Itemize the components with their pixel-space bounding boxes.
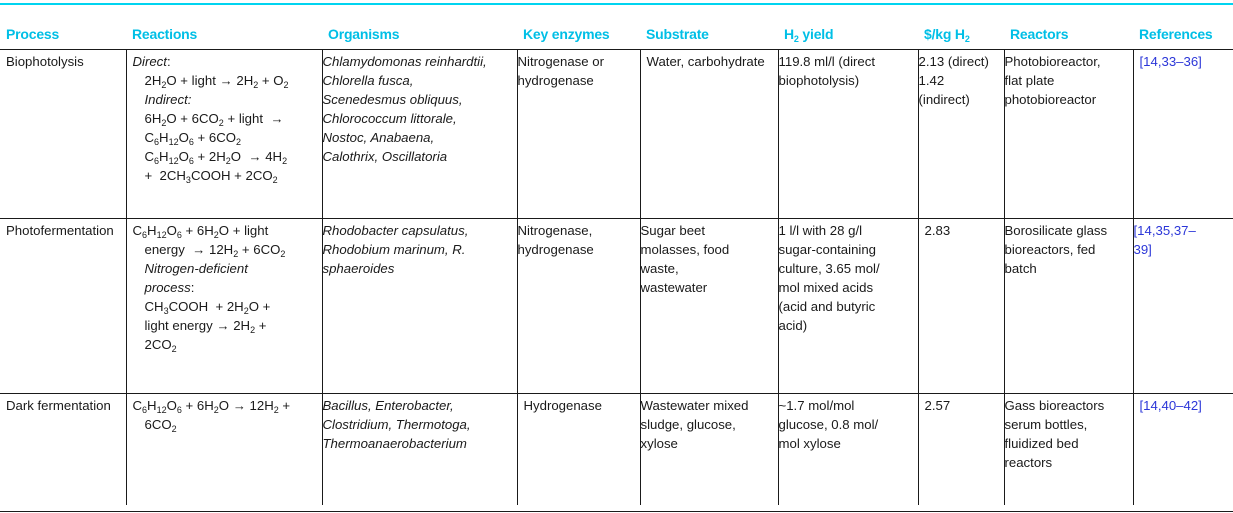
cell-references: [1133, 219, 1233, 394]
equation: light energy → $2H_2$ +: [144, 318, 267, 335]
cell-organisms: Bacillus, Enterobacter, Clostridium, Thermotoga, Thermoanaerobacterium: [322, 394, 517, 506]
cell-h2-yield: 119.8 ml/l (direct biophotolysis): [778, 50, 918, 219]
equation: $6CO_2$: [144, 417, 177, 434]
equation: $6H_2O + 6CO_2$ + light →: [144, 111, 284, 128]
header-reactors: Reactors: [1010, 26, 1069, 42]
cell-substrate: Sugar beet molasses, food waste, wastewater: [640, 219, 778, 394]
equation: $CH_3COOH + 2H_2O$ +: [144, 299, 271, 316]
cell-h2-yield: ~1.7 mol/mol glucose, 0.8 mol/ mol xylose: [778, 394, 918, 506]
reference-link[interactable]: [14,40–42]: [1139, 398, 1202, 413]
equation: energy → $12H_2 + 6CO_2$: [144, 242, 286, 259]
cell-reactors: Photobioreactor, flat plate photobioreactor: [1004, 50, 1133, 219]
cell-organisms: Rhodobacter capsulatus, Rhodobium marinum, R. sphaeroides: [322, 219, 517, 394]
cell-process: Biophotolysis: [0, 50, 126, 219]
cell-references: [1133, 50, 1233, 219]
reaction-label-direct: Direct: [132, 54, 167, 69]
equation: $2H_2O$ + light → $2H_2 + O_2$: [144, 73, 289, 90]
cell-reactions: Direct: $2H_2O$ + light → $2H_2 + O_2$ Indirect: $6H_2O + 6CO_2$ + light → $C_6H_{12}O_6 + 6CO_2$ $C_6H_{12}O_6 + 2H_2O \to 4H_2$ + $2CH_3COOH + 2CO_2$: [126, 50, 322, 219]
header-h2-yield: $H_2$ yield: [784, 26, 834, 44]
header-key-enzymes: Key enzymes: [523, 26, 610, 42]
equation: $2CO_2$: [144, 337, 177, 354]
cell-reactors: Borosilicate glass bioreactors, fed batch: [1004, 219, 1133, 394]
cell-reactions: [126, 219, 322, 394]
cell-cost: 2.83: [918, 219, 1004, 394]
equation: $C_6H_{12}O_6 + 6H_2O \to 12H_2$ +: [132, 398, 291, 415]
reference-link[interactable]: [14,33–36]: [1139, 54, 1202, 69]
header-reactions: Reactions: [132, 26, 198, 42]
bottom-rule: [0, 511, 1233, 512]
cell-cost: 2.57: [918, 394, 1004, 506]
header-substrate: Substrate: [646, 26, 709, 42]
cell-substrate: Water, carbohydrate: [640, 50, 778, 219]
cell-key-enzymes: Nitrogenase, hydrogenase: [517, 219, 640, 394]
table-row: [0, 394, 1233, 506]
reaction-label-nitrogen-deficient: Nitrogen-deficient: [144, 261, 248, 276]
cell-cost: 2.13 (direct) 1.42 (indirect): [918, 50, 1004, 219]
equation: $C_6H_{12}O_6 + 6H_2O$ + light: [132, 223, 269, 240]
header-organisms: Organisms: [328, 26, 400, 42]
cell-process: Photofermentation: [0, 219, 126, 394]
header-process: Process: [6, 26, 60, 42]
header-cost: $/kg $H_2$: [924, 26, 970, 44]
cell-key-enzymes: Hydrogenase: [517, 394, 640, 506]
cell-key-enzymes: Nitrogenase or hydrogenase: [517, 50, 640, 219]
cell-reactions: [126, 394, 322, 506]
table-row: [0, 219, 1233, 394]
cell-reactors: Gass bioreactors serum bottles, fluidized bed reactors: [1004, 394, 1133, 506]
header-row: [0, 21, 1233, 50]
reference-link[interactable]: 39]: [1133, 242, 1152, 257]
reaction-label-indirect: Indirect:: [144, 92, 192, 107]
table-row: [0, 50, 1233, 219]
header-references: References: [1139, 26, 1213, 42]
reference-link[interactable]: [14,35,37–: [1133, 223, 1196, 238]
cell-organisms: Chlamydomonas reinhardtii, Chlorella fusca, Scenedesmus obliquus, Chlorococcum littorale, Nostoc, Anabaena, Calothrix, Oscillatoria: [322, 50, 517, 219]
equation: + $2CH_3COOH + 2CO_2$: [144, 168, 278, 185]
top-rule: [0, 3, 1233, 5]
equation: $C_6H_{12}O_6 + 6CO_2$: [144, 130, 242, 147]
cell-process: Dark fermentation: [0, 394, 126, 506]
reaction-label-process: process:: [144, 280, 195, 295]
cell-references: [1133, 394, 1233, 506]
cell-substrate: Wastewater mixed sludge, glucose, xylose: [640, 394, 778, 506]
cell-h2-yield: 1 l/l with 28 g/l sugar-containing culture, 3.65 mol/ mol mixed acids (acid and butyric acid): [778, 219, 918, 394]
equation: $C_6H_{12}O_6 + 2H_2O \to 4H_2$: [144, 149, 288, 166]
hydrogen-production-table: [0, 21, 1233, 505]
